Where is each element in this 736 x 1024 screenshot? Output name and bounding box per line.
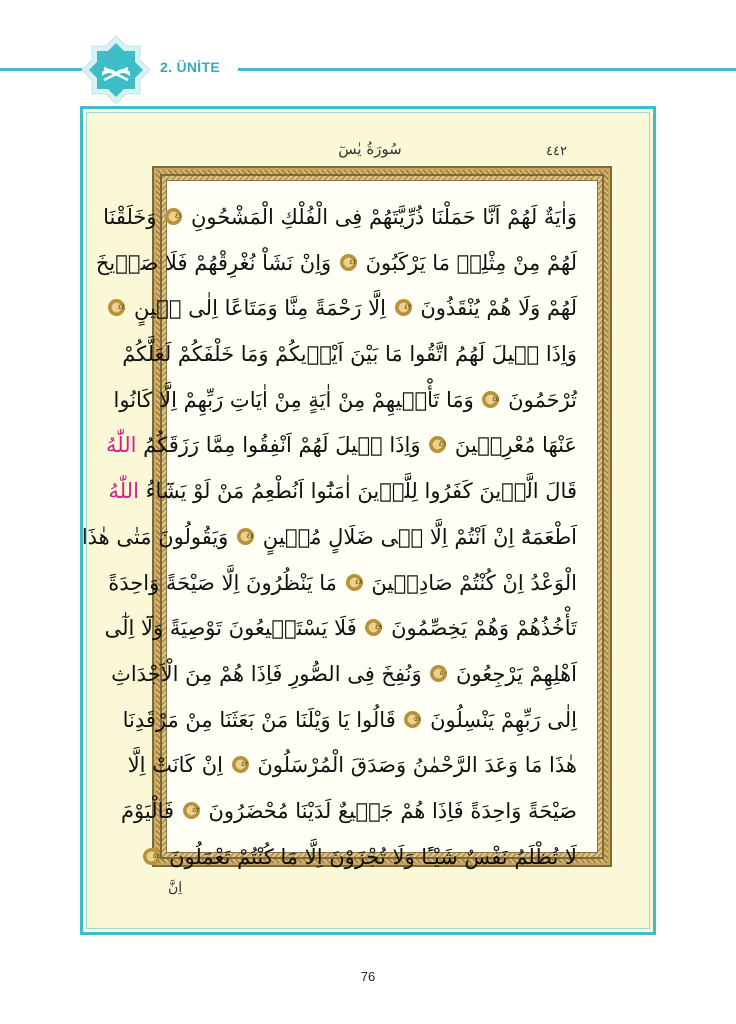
verse-text: عَنْهَا مُعْرِض۪ينَ — [454, 433, 577, 458]
verse-text: هٰذَا مَا وَعَدَ الرَّحْمٰنُ وَصَدَقَ الْمُرْسَلُونَ — [257, 753, 577, 778]
verse-end-marker: ٤٣ — [395, 299, 412, 316]
verse-text: وَاٰيَةٌ لَهُمْ اَنَّا حَمَلْنَا ذُرِّيَّتَهُمْ فِى الْفُلْكِ الْمَشْحُونِ — [190, 205, 577, 229]
verse-end-marker: ٤٧ — [237, 528, 254, 545]
verse-text: وَنُفِخَ فِى الصُّورِ فَاِذَا هُمْ مِنَ الْاَجْدَاثِ — [111, 661, 422, 686]
verse-lines — [81, 195, 577, 880]
verse-end-marker: ٤٨ — [346, 574, 363, 591]
verse-text: وَخَلَقْنَا — [103, 205, 157, 229]
verse-line — [108, 469, 577, 515]
arabic-page-number: ٤٤٢ — [546, 144, 567, 159]
verse-text: قَالَ الَّذ۪ينَ كَفَرُوا لِلَّذ۪ينَ اٰمَنُٓوا اَنُطْعِمُ مَنْ لَوْ يَشَٓاءُ — [145, 479, 577, 504]
verse-end-marker: ٤٩ — [365, 619, 382, 636]
verse-line — [127, 743, 577, 789]
verse-end-marker: ٥١ — [404, 711, 421, 728]
verse-end-marker: ٤٦ — [429, 436, 446, 453]
quran-book-icon — [82, 36, 150, 104]
verse-text-area — [81, 180, 598, 869]
verse-line — [122, 332, 577, 378]
verse-text: وَمَا تَأْت۪يهِمْ مِنْ اٰيَةٍ مِنْ اٰيَاتِ رَبِّهِمْ اِلَّا كَانُوا — [113, 387, 474, 412]
verse-line — [108, 561, 577, 607]
header-rule-left — [0, 68, 82, 71]
verse-end-marker: ٤٥ — [482, 391, 499, 408]
verse-end-marker: ٤١ — [165, 208, 182, 225]
page-number: 76 — [360, 969, 376, 984]
catchword: اِنَّ — [168, 880, 183, 896]
verse-text: وَاِذَا ق۪يلَ لَهُمُ اتَّقُوا مَا بَيْنَ اَيْد۪يكُمْ وَمَا خَلْفَكُمْ لَعَلَّكُمْ — [122, 342, 577, 367]
divine-name-highlight: اللّٰهُ — [106, 433, 137, 458]
verse-line — [121, 789, 577, 835]
verse-text: وَاِنْ نَشَاْ نُغْرِقْهُمْ فَلَا صَر۪يخَ — [95, 250, 332, 275]
verse-text: اَطْعَمَهُٓ اِنْ اَنْتُمْ اِلَّا ف۪ى ضَلَالٍ مُب۪ينٍ — [262, 524, 577, 549]
surah-name: سُورَةُ يٰسٓ — [338, 140, 402, 158]
verse-text: الْوَعْدُ اِنْ كُنْتُمْ صَادِق۪ينَ — [371, 570, 577, 595]
verse-text: اِلَّا رَحْمَةً مِنَّا وَمَتَاعًا اِلٰى ح۪ينٍ — [133, 296, 386, 321]
verse-line — [103, 195, 577, 241]
verse-text: وَيَقُولُونَ مَتٰى هٰذَا — [81, 524, 229, 549]
verse-text: لَهُمْ وَلَا هُمْ يُنْقَذُونَ — [420, 296, 577, 321]
verse-text: مَا يَنْظُرُونَ اِلَّا صَيْحَةً وَاحِدَةً — [108, 570, 337, 595]
verse-end-marker: ٤٤ — [108, 299, 125, 316]
verse-text: اَهْلِهِمْ يَرْجِعُونَ — [455, 661, 577, 686]
verse-line — [113, 378, 577, 424]
divine-name-highlight: اللّٰهُ — [108, 479, 139, 504]
verse-text: لَا تُظْلَمُ نَفْسٌ شَيْـًٔا وَلَا تُجْزَوْنَ اِلَّا مَا كُنْتُمْ تَعْمَلُونَ — [169, 844, 577, 869]
verse-text: قَالُوا يَا وَيْلَنَا مَنْ بَعَثَنَا مِنْ مَرْقَدِنَا — [122, 707, 396, 732]
verse-line — [81, 515, 577, 561]
verse-text: تُرْحَمُونَ — [508, 387, 577, 412]
verse-text: فَالْيَوْمَ — [121, 798, 175, 823]
verse-end-marker: ٥٣ — [183, 802, 200, 819]
verse-line — [117, 286, 577, 332]
verse-line — [95, 241, 577, 287]
header-rule-right — [238, 68, 736, 71]
verse-end-marker: ٥٤ — [143, 848, 160, 865]
verse-text: تَأْخُذُهُمْ وَهُمْ يَخِصِّمُونَ — [391, 616, 577, 641]
ornamental-border — [81, 166, 612, 869]
verse-line — [152, 835, 577, 881]
verse-text: اِلٰى رَبِّهِمْ يَنْسِلُونَ — [430, 707, 577, 732]
verse-line — [122, 698, 577, 744]
verse-text: وَاِذَا ق۪يلَ لَهُمْ اَنْفِقُوا مِمَّا رَزَقَكُمُ — [143, 433, 421, 458]
verse-end-marker: ٥٠ — [430, 665, 447, 682]
verse-text: فَلَا يَسْتَط۪يعُونَ تَوْصِيَةً وَلَٓا اِلٰٓى — [104, 616, 357, 641]
verse-end-marker: ٤٢ — [340, 254, 357, 271]
verse-line — [111, 652, 577, 698]
verse-text: اِنْ كَانَتْ اِلَّا — [127, 753, 223, 778]
verse-end-marker: ٥٢ — [232, 756, 249, 773]
verse-text: صَيْحَةً وَاحِدَةً فَاِذَا هُمْ جَم۪يعٌ لَدَيْنَا مُحْضَرُونَ — [208, 798, 577, 823]
verse-line — [106, 423, 577, 469]
verse-text: لَهُمْ مِنْ مِثْلِه۪ مَا يَرْكَبُونَ — [365, 250, 577, 275]
unit-title: 2. ÜNİTE — [160, 59, 220, 75]
verse-line — [104, 606, 577, 652]
